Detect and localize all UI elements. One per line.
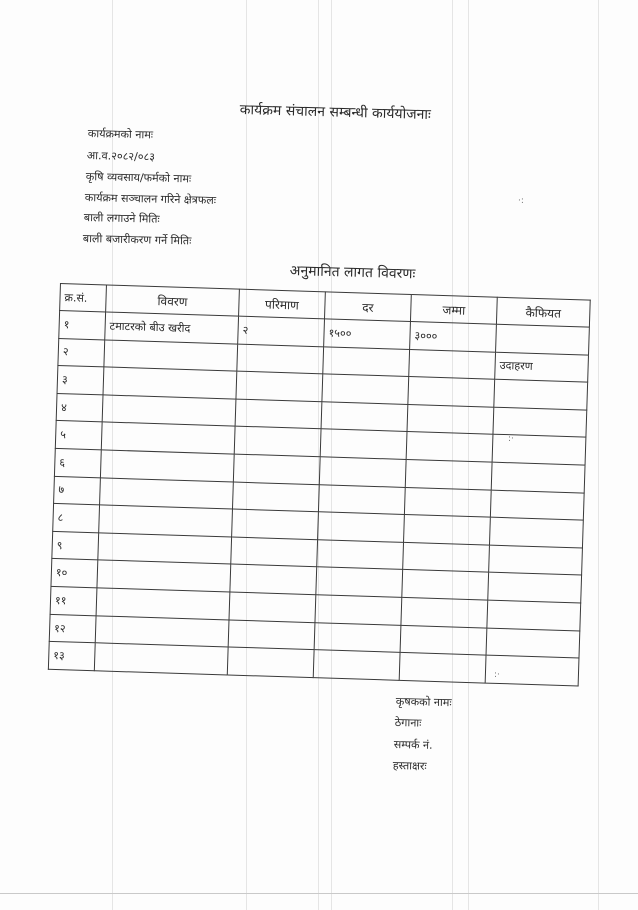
cell-description bbox=[99, 505, 233, 537]
scan-speck: :· bbox=[508, 434, 514, 444]
cell-description bbox=[103, 367, 237, 399]
cell-remarks bbox=[487, 600, 581, 631]
header-total: जम्मा bbox=[410, 295, 497, 325]
cell-description bbox=[100, 478, 234, 510]
signature-address: ठेगानाः bbox=[394, 715, 422, 730]
cell-total bbox=[399, 653, 486, 683]
cell-quantity bbox=[234, 427, 321, 457]
cell-quantity bbox=[230, 564, 317, 594]
cell-description bbox=[98, 533, 232, 565]
header-serial: क्र.सं. bbox=[60, 284, 107, 312]
scan-bottom-edge bbox=[0, 893, 638, 894]
cell-serial: १२ bbox=[49, 614, 96, 643]
cell-quantity bbox=[232, 509, 319, 539]
cell-remarks bbox=[492, 435, 586, 466]
cell-total bbox=[404, 487, 491, 517]
field-program-name: कार्यक्रमको नामः bbox=[87, 127, 154, 142]
cell-serial: ११ bbox=[50, 586, 97, 615]
cell-serial: १० bbox=[51, 559, 98, 588]
cell-rate bbox=[320, 429, 407, 459]
field-fiscal-year: आ.व.२०८२/०८३ bbox=[86, 149, 156, 164]
cell-remarks bbox=[491, 462, 585, 493]
cell-rate bbox=[316, 567, 403, 597]
cell-quantity bbox=[233, 454, 320, 484]
cell-remarks bbox=[489, 517, 583, 548]
cell-description: टमाटरको बीउ खरीद bbox=[105, 312, 239, 344]
cell-description bbox=[96, 588, 230, 620]
cell-remarks: उदाहरण bbox=[495, 352, 589, 383]
cell-total bbox=[406, 432, 493, 462]
field-marketing-date: बाली बजारीकरण गर्ने मितिः bbox=[82, 232, 192, 248]
cell-rate bbox=[318, 512, 405, 542]
cell-quantity bbox=[232, 482, 319, 512]
cell-total bbox=[402, 570, 489, 600]
signature-contact: सम्पर्क नं. bbox=[393, 737, 433, 752]
header-remarks: कैफियत bbox=[496, 297, 590, 327]
cell-quantity bbox=[228, 620, 315, 650]
cell-rate bbox=[322, 374, 409, 404]
header-rate: दर bbox=[325, 292, 412, 322]
cell-remarks bbox=[490, 490, 584, 521]
cell-serial: ७ bbox=[54, 476, 101, 505]
cell-total bbox=[405, 460, 492, 490]
cell-serial: ८ bbox=[53, 504, 100, 533]
field-business-name: कृषि व्यवसाय/फर्मको नामः bbox=[85, 170, 192, 186]
cell-rate bbox=[317, 540, 404, 570]
cell-quantity bbox=[229, 592, 316, 622]
cell-quantity bbox=[236, 371, 323, 401]
cell-remarks bbox=[496, 324, 590, 355]
cell-rate bbox=[321, 402, 408, 432]
cell-description bbox=[95, 616, 229, 648]
cell-serial: ९ bbox=[52, 531, 99, 560]
cost-estimate-table bbox=[48, 283, 591, 686]
cell-total bbox=[400, 625, 487, 655]
cell-serial: १३ bbox=[48, 642, 95, 671]
cell-description bbox=[100, 450, 234, 482]
cell-total bbox=[408, 377, 495, 407]
signature-sign: हस्ताक्षरः bbox=[392, 758, 427, 773]
cell-rate bbox=[315, 595, 402, 625]
cell-total bbox=[404, 515, 491, 545]
cell-description bbox=[104, 340, 238, 372]
header-description: विवरण bbox=[106, 285, 240, 316]
header-quantity: परिमाण bbox=[239, 289, 326, 319]
cell-rate bbox=[323, 346, 410, 376]
cell-description bbox=[102, 395, 236, 427]
table-title: अनुमानित लागत विवरणः bbox=[289, 262, 416, 283]
field-area: कार्यक्रम सञ्चालन गरिने क्षेत्रफलः bbox=[84, 191, 217, 207]
cell-remarks bbox=[489, 545, 583, 576]
cell-total: ३००० bbox=[410, 322, 497, 352]
cell-quantity bbox=[227, 647, 314, 677]
scan-streak bbox=[598, 0, 599, 910]
cell-rate bbox=[313, 650, 400, 680]
cell-quantity: २ bbox=[238, 316, 325, 346]
cell-description bbox=[101, 422, 235, 454]
cell-rate bbox=[318, 484, 405, 514]
cell-rate bbox=[319, 457, 406, 487]
cell-total bbox=[409, 349, 496, 379]
cell-total bbox=[401, 597, 488, 627]
cell-quantity bbox=[231, 537, 318, 567]
cell-quantity bbox=[235, 399, 322, 429]
cell-remarks bbox=[493, 407, 587, 438]
scan-speck: :· bbox=[494, 670, 500, 680]
signature-farmer-name: कृषकको नामः bbox=[395, 694, 452, 710]
cell-serial: ५ bbox=[55, 421, 102, 450]
cell-quantity bbox=[237, 344, 324, 374]
cell-serial: ३ bbox=[57, 366, 104, 395]
cell-description bbox=[94, 643, 228, 675]
cell-description bbox=[97, 560, 231, 592]
cell-remarks bbox=[494, 379, 588, 410]
cell-serial: ४ bbox=[56, 393, 103, 422]
cell-serial: २ bbox=[58, 338, 105, 367]
document-title: कार्यक्रम संचालन सम्बन्धी कार्ययोजनाः bbox=[239, 101, 432, 123]
cell-total bbox=[407, 404, 494, 434]
cell-remarks bbox=[488, 573, 582, 604]
cell-total bbox=[403, 542, 490, 572]
cell-serial: १ bbox=[59, 311, 106, 340]
cell-rate: १५०० bbox=[324, 319, 411, 349]
cell-rate bbox=[314, 622, 401, 652]
cell-remarks bbox=[486, 628, 580, 659]
scan-speck: ·: bbox=[518, 196, 524, 206]
cell-serial: ६ bbox=[54, 448, 101, 477]
field-planting-date: बाली लगाउने मितिः bbox=[83, 211, 160, 226]
